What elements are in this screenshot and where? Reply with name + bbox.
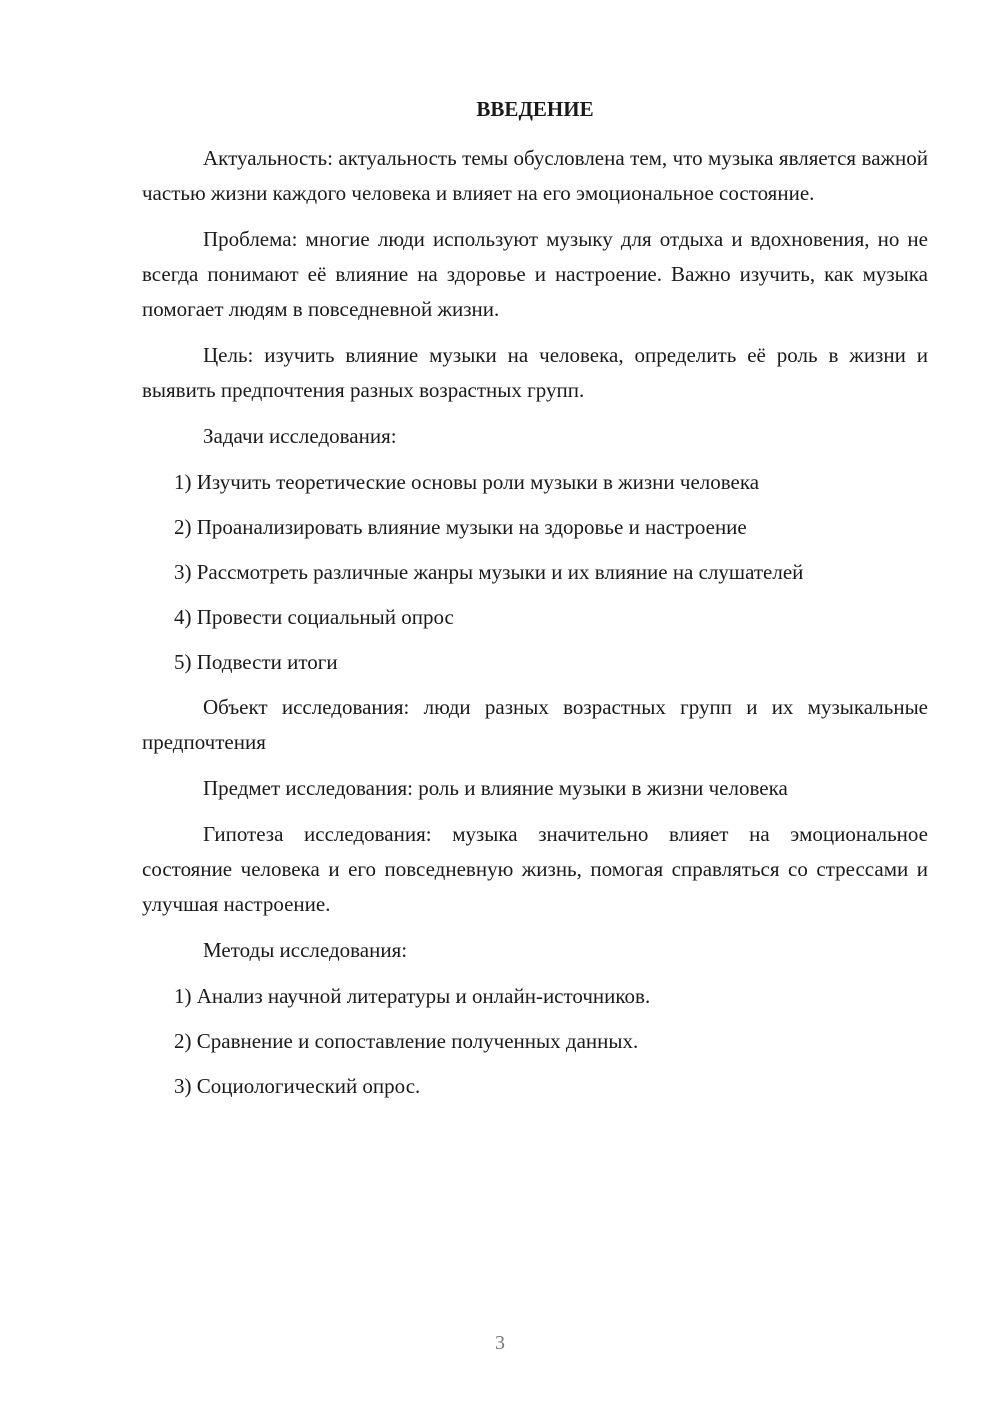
list-item: 2) Сравнение и сопоставление полученных данных. bbox=[174, 1029, 639, 1053]
problem-paragraph: Проблема: многие люди используют музыку для отдыха и вдохновения, но не всегда понимают её влияние на здоровье и настроение. Важно изучить, как музыка помогает людям в повседневной жизни. bbox=[142, 227, 928, 321]
document-page bbox=[142, 92, 928, 1114]
methods-list bbox=[142, 979, 928, 1104]
tasks-list bbox=[142, 465, 928, 680]
hypothesis-paragraph: Гипотеза исследования: музыка значительно влияет на эмоциональное состояние человека и его повседневную жизнь, помогая справляться со стрессами и улучшая настроение. bbox=[142, 822, 928, 916]
list-item: 1) Изучить теоретические основы роли музыки в жизни человека bbox=[174, 470, 760, 494]
methods-heading: Методы исследования: bbox=[203, 938, 408, 962]
page-number: 3 bbox=[495, 1332, 505, 1354]
tasks-heading: Задачи исследования: bbox=[203, 424, 397, 448]
list-item: 2) Проанализировать влияние музыки на здоровье и настроение bbox=[174, 515, 747, 539]
list-item: 3) Социологический опрос. bbox=[174, 1074, 421, 1098]
list-item: 3) Рассмотреть различные жанры музыки и их влияние на слушателей bbox=[174, 560, 804, 584]
list-item: 4) Провести социальный опрос bbox=[174, 605, 454, 629]
list-item: 1) Анализ научной литературы и онлайн-источников. bbox=[174, 984, 651, 1008]
object-paragraph: Объект исследования: люди разных возрастных групп и их музыкальные предпочтения bbox=[142, 695, 928, 754]
relevance-paragraph: Актуальность: актуальность темы обусловлена тем, что музыка является важной частью жизни каждого человека и влияет на его эмоциональное состояние. bbox=[142, 146, 928, 205]
subject-paragraph: Предмет исследования: роль и влияние музыки в жизни человека bbox=[203, 776, 788, 800]
list-item: 5) Подвести итоги bbox=[174, 650, 338, 674]
page-title: ВВЕДЕНИЕ bbox=[476, 97, 594, 121]
goal-paragraph: Цель: изучить влияние музыки на человека, определить её роль в жизни и выявить предпочтения разных возрастных групп. bbox=[142, 343, 928, 402]
